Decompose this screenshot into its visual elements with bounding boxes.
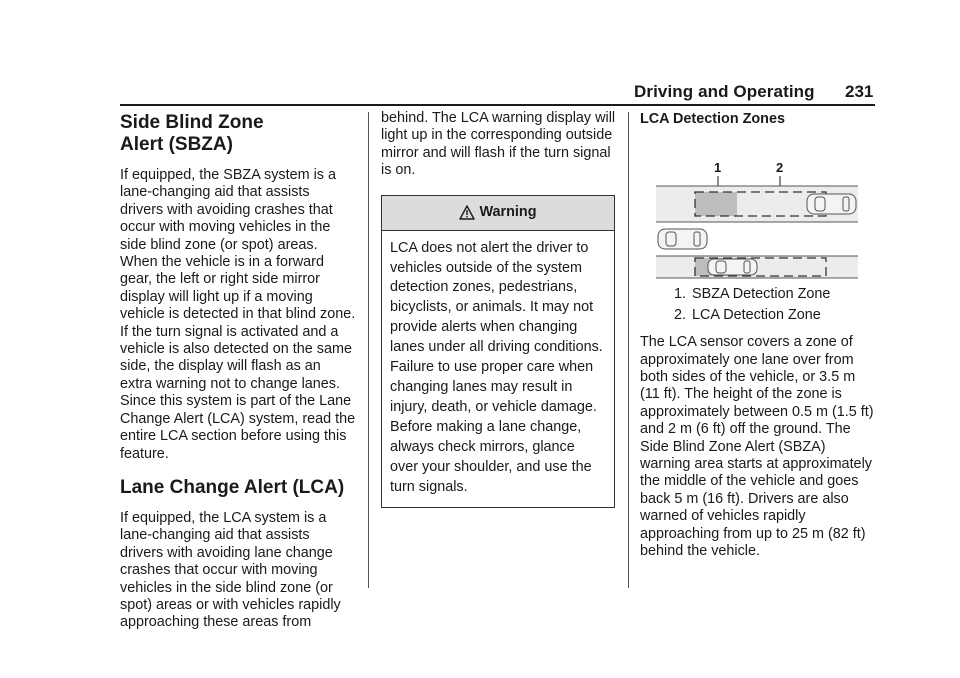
page-number: 231 xyxy=(845,82,874,101)
legend-label: LCA Detection Zone xyxy=(692,306,821,323)
warning-header xyxy=(382,196,614,231)
top-approaching-vehicle-icon xyxy=(807,194,856,214)
callout-1: 1 xyxy=(714,160,722,176)
legend-label: SBZA Detection Zone xyxy=(692,286,831,303)
diagram-title: LCA Detection Zones xyxy=(640,111,785,127)
legend-number: 2. xyxy=(673,306,686,323)
bottom-vehicle-icon xyxy=(708,259,757,275)
sbza-heading xyxy=(120,112,356,156)
column-1 xyxy=(120,110,356,632)
host-vehicle-icon xyxy=(658,229,707,249)
lca-paragraph: If equipped, the LCA system is a lane-changing aid that assists drivers with avoiding lane change crashes that occur with moving vehicles in the side blind zone (or spot) areas or with vehicles rapidly approaching these areas from xyxy=(120,509,341,631)
callout-2: 2 xyxy=(776,160,784,176)
column-2 xyxy=(381,110,617,508)
sensor-paragraph: The LCA sensor covers a zone of approximately one lane over from both sides of the vehicle, or 3.5 m (11 ft). The height of the zone is approximately between 0.5 m (1.5 ft) and 2 m (6 ft) off the ground. The Side Blind Zone Alert (SBZA) warning area starts at approximately the middle of the vehicle and goes back 5 m (16 ft). Drivers are also warned of vehicles rapidly approaching from up to 25 m (82 ft) behind the vehicle. xyxy=(640,334,874,560)
warning-triangle-icon xyxy=(459,205,475,220)
diagram-legend xyxy=(640,286,876,324)
lca-continuation: behind. The LCA warning display will light up in the corresponding outside mirror and will flash if the turn signal is on. xyxy=(381,110,616,179)
legend-item xyxy=(640,307,876,324)
warning-title: Warning xyxy=(479,203,537,220)
column-3 xyxy=(640,110,876,561)
warning-box xyxy=(381,195,615,509)
sbza-paragraph: If equipped, the SBZA system is a lane-changing aid that assists drivers with avoiding crashes that occur with moving vehicles in the side blind zone (or spot) areas. When the vehicle is in a forward gear, the left or right side mirror display will light up if a moving vehicle is detected in that blind zone. If the turn signal is activated and a vehicle is also detected on the same side, the display will flash as an extra warning not to change lanes. Since this system is part of the Lane Change Alert (LCA) system, read the entire LCA section before using this feature. xyxy=(120,167,356,462)
column-divider-1 xyxy=(368,112,369,588)
sbza-heading-line2: Alert (SBZA) xyxy=(120,134,233,155)
page-header xyxy=(0,80,960,106)
column-divider-2 xyxy=(628,112,629,588)
lca-heading: Lane Change Alert (LCA) xyxy=(120,476,345,498)
lca-detection-diagram xyxy=(640,150,876,280)
sbza-heading-line1: Side Blind Zone xyxy=(120,112,264,133)
warning-body: LCA does not alert the driver to vehicles outside of the system detection zones, pedestrians, bicyclists, or animals. It may not provide alerts when changing lanes under all driving conditions. Failure to use proper care when changing lanes may result in injury, death, or vehicle damage. Before making a lane change, always check mirrors, glance over your shoulder, and use the turn signals. xyxy=(390,239,603,495)
lca-detection-zones-illustration xyxy=(640,150,876,280)
section-title: Driving and Operating xyxy=(634,82,815,101)
legend-number: 1. xyxy=(673,286,686,303)
legend-item xyxy=(640,286,876,303)
sbza-zone-top xyxy=(695,192,737,216)
header-rule xyxy=(120,104,875,106)
